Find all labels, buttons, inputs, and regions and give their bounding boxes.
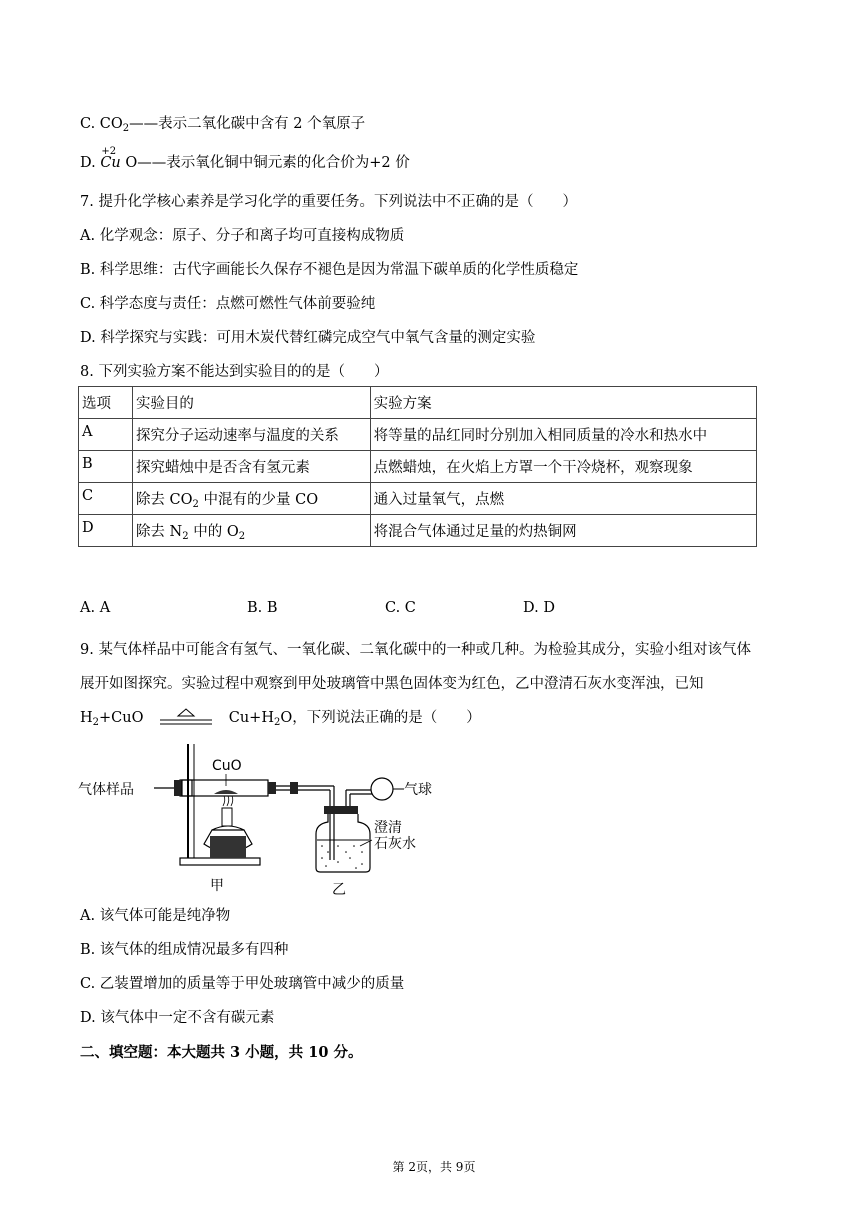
cuo-label: CuO [212,758,242,774]
table-cell: A [79,419,133,451]
q7-option-b: B. 科学思维：古代字画能长久保存不褪色是因为常温下碳单质的化学性质稳定 [80,262,579,278]
table-cell: 点燃蜡烛，在火焰上方罩一个干冷烧杯，观察现象 [370,451,756,483]
limewater-label-1: 澄清 [374,820,402,836]
table-cell: 通入过量氧气，点燃 [370,483,756,515]
page-footer: 第 2页，共 9页 [392,1160,476,1174]
cuo-powder [214,790,238,794]
table-cell: 将混合气体通过足量的灼热铜网 [370,515,756,547]
q8-option-a: A. A [80,600,111,616]
table-cell: 除去 $CO_2$ 中混有的少量 CO [132,483,370,515]
limewater-label-2: 石灰水 [374,836,416,852]
table-cell: D [79,515,133,547]
section-heading: 二、填空题：本大题共 3 小题，共 10 分。 [80,1044,363,1061]
q9-option-c: C. 乙装置增加的质量等于甲处玻璃管中减少的质量 [80,976,405,992]
table-cell: C [79,483,133,515]
jia-label: 甲 [210,878,224,894]
apparatus-figure [76,736,446,898]
q9-stem-line2: 展开如图探究。实验过程中观察到甲处玻璃管中黑色固体变为红色，乙中澄清石灰水变浑浊，已知 [80,676,704,692]
q7-option-d: D. 科学探究与实践：可用木炭代替红磷完成空气中氧气含量的测定实验 [80,330,536,346]
q7-option-a: A. 化学观念：原子、分子和离子均可直接构成物质 [80,228,405,244]
q8-option-d: D. D [523,600,555,616]
table-header-row [79,387,757,419]
q8-option-c: C. C [385,600,416,616]
lamp-block [210,836,246,858]
bottle-stopper [324,806,358,814]
table-cell: 将等量的品红同时分别加入相同质量的冷水和热水中 [370,419,756,451]
limewater [321,845,363,869]
table-header: 选项 [79,387,133,419]
table-row [79,515,757,547]
q8-options [80,600,680,620]
table-row [79,451,757,483]
table-row [79,483,757,515]
table-cell: B [79,451,133,483]
table-header: 实验目的 [132,387,370,419]
table-cell: 探究分子运动速率与温度的关系 [132,419,370,451]
q6-option-d: D. +2 Cu O——表示氧化铜中铜元素的化合价为+2 价 [80,146,410,171]
table-header: 实验方案 [370,387,756,419]
balloon-label: 气球 [404,782,432,798]
q8-stem: 8. 下列实验方案不能达到实验目的的是（ ） [80,364,389,380]
gas-sample-label: 气体样品 [78,782,134,798]
valence-notation: +2 Cu [100,146,121,171]
q9-equation: $H_2+CuO$ $Cu+H_2O$，下列说法正确的是（ ） [80,710,481,728]
table-cell: 探究蜡烛中是否含有氢元素 [132,451,370,483]
q7-option-c: C. 科学态度与责任：点燃可燃性气体前要验纯 [80,296,376,312]
experiment-table [78,386,757,547]
q9-option-a: A. 该气体可能是纯净物 [80,908,231,924]
table-row [79,419,757,451]
balloon [371,778,393,800]
heating-condition-icon [156,708,216,728]
q8-option-b: B. B [247,600,278,616]
q6-option-c: C. $CO_2——$表示二氧化碳中含有 2 个氧原子 [80,116,366,134]
table-cell: 除去 $N_2$ 中的 $O_2$ [132,515,370,547]
q7-stem: 7. 提升化学核心素养是学习化学的重要任务。下列说法中不正确的是（ ） [80,194,577,210]
q9-option-b: B. 该气体的组成情况最多有四种 [80,942,289,958]
yi-label: 乙 [332,882,346,898]
stand-base [180,858,260,865]
q9-stem-line1: 9. 某气体样品中可能含有氢气、一氧化碳、二氧化碳中的一种或几种。为检验其成分，实验小组对该气体 [80,642,751,658]
q9-option-d: D. 该气体中一定不含有碳元素 [80,1010,275,1026]
